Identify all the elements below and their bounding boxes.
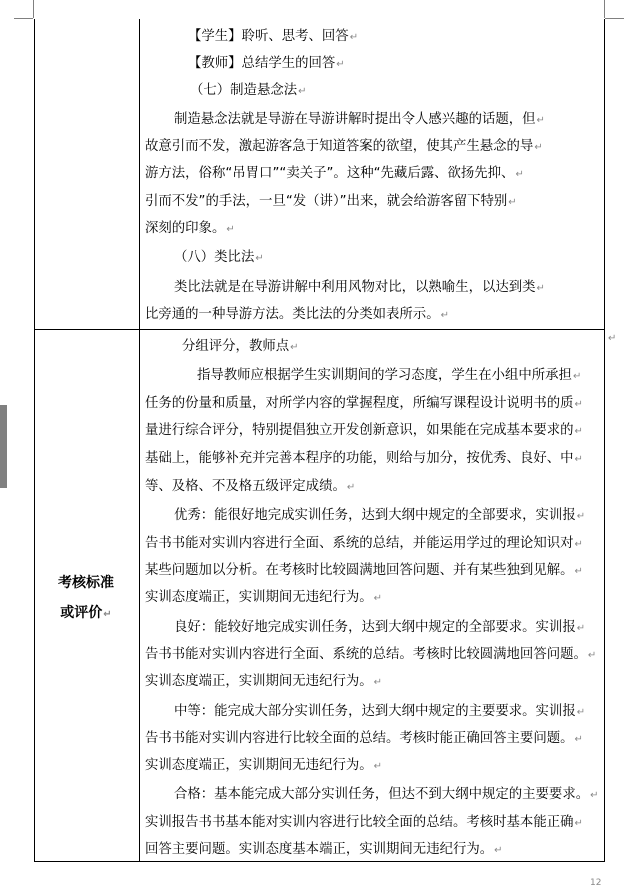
assessment-line <box>145 450 583 469</box>
paragraph-mark: ↵ <box>336 59 345 70</box>
paragraph-mark: ↵ <box>576 707 586 718</box>
line-text: （八）类比法 <box>174 250 255 265</box>
assessment-line <box>174 786 599 805</box>
assessment-line <box>145 757 382 776</box>
paragraph-mark: ↵ <box>574 539 583 550</box>
line-text: 【教师】总结学生的回答 <box>188 56 336 71</box>
page-number: 12 <box>590 878 602 888</box>
assessment-line <box>145 730 583 749</box>
crop-mark <box>14 18 33 19</box>
crop-mark <box>605 18 624 19</box>
assessment-line <box>145 562 583 581</box>
content-line <box>188 55 345 74</box>
content-line <box>188 28 358 47</box>
assessment-label <box>34 572 138 592</box>
paragraph-mark: ↵ <box>290 342 299 353</box>
assessment-line <box>145 673 382 692</box>
content-line <box>145 306 449 325</box>
row-divider <box>35 329 604 330</box>
line-text: 等、及格、不及格五级评定成绩。 <box>145 479 346 494</box>
paragraph-mark: ↵ <box>572 371 582 382</box>
paragraph-mark: ↵ <box>508 197 517 208</box>
assessment-line <box>174 507 585 526</box>
paragraph-mark: ↵ <box>346 482 356 493</box>
paragraph-mark: ↵ <box>576 511 586 522</box>
line-text: 告书书能对实训内容进行全面、系统的总结，并能运用学过的理论知识对 <box>145 536 574 551</box>
paragraph-mark: ↵ <box>255 253 264 264</box>
assessment-line <box>174 619 585 638</box>
line-text: 指导教师应根据学生实训期间的学习态度，学生在小组中所承担 <box>197 368 572 383</box>
assessment-line <box>145 395 583 414</box>
paragraph-mark: ↵ <box>298 86 307 97</box>
line-text: 实训态度端正，实训期间无违纪行为。 <box>145 758 373 773</box>
line-text: 实训态度端正，实训期间无违纪行为。 <box>145 590 373 605</box>
line-text: 【学生】聆听、思考、回答 <box>188 29 349 44</box>
line-text: 合格：基本能完成大部分实训任务，但达不到大纲中规定的主要要求。 <box>174 787 590 802</box>
paragraph-mark: ↵ <box>534 142 543 153</box>
line-text: 基础上，能够补充并完善本程序的功能，则给与加分，按优秀、良好、中 <box>145 451 574 466</box>
line-text: （七）制造悬念法 <box>190 83 298 98</box>
line-text: 实训态度端正，实训期间无违纪行为。 <box>145 674 373 689</box>
assessment-line <box>197 367 581 386</box>
line-text: 回答主要问题。实训态度基本端正，实训期间无违纪行为。 <box>145 842 494 857</box>
assessment-line <box>145 535 583 554</box>
label-text: 或评价 <box>60 605 103 621</box>
row-end-mark: ↵ <box>608 333 617 344</box>
content-line <box>145 193 517 212</box>
line-text: 实训报告书书基本能对实训内容进行比较全面的总结。考核时基本能正确 <box>145 815 574 830</box>
assessment-label <box>34 602 138 622</box>
crop-mark <box>33 0 34 18</box>
line-text: 游方法，俗称“吊胃口”“卖关子”。这种“先藏后露、欲扬先抑、 <box>145 166 515 181</box>
assessment-line <box>174 703 585 722</box>
content-line <box>145 220 235 239</box>
content-line <box>145 138 543 157</box>
line-text: 分组评分，教师点 <box>182 339 290 354</box>
paragraph-mark: ↵ <box>103 609 112 620</box>
paragraph-mark: ↵ <box>536 283 545 294</box>
paragraph-mark: ↵ <box>576 623 586 634</box>
assessment-line <box>145 814 583 833</box>
line-text: 良好：能较好地完成实训任务，达到大纲中规定的全部要求。实训报 <box>174 620 576 635</box>
line-text: 某些问题加以分析。在考核时比较圆满地回答问题、并有某些独到见解。 <box>145 563 574 578</box>
line-text: 故意引而不发，激起游客急于知道答案的欲望，使其产生悬念的导 <box>145 139 534 154</box>
paragraph-mark: ↵ <box>226 224 235 235</box>
line-text: 告书书能对实训内容进行全面、系统的总结。考核时比较圆满地回答问题。 <box>145 647 587 662</box>
label-text: 考核标准 <box>58 575 114 591</box>
paragraph-mark: ↵ <box>373 761 383 772</box>
line-text: 量进行综合评分，特别提倡独立开发创新意识，如果能在完成基本要求的 <box>145 423 574 438</box>
content-line <box>174 249 264 268</box>
paragraph-mark: ↵ <box>590 790 599 801</box>
line-text: 优秀：能很好地完成实训任务，达到大纲中规定的全部要求，实训报 <box>174 508 576 523</box>
line-text: 比旁通的一种导游方法。类比法的分类如表所示。 <box>145 307 440 322</box>
paragraph-mark: ↵ <box>494 845 503 856</box>
paragraph-mark: ↵ <box>574 399 583 410</box>
line-text: 任务的份量和质量，对所学内容的掌握程度，所编写课程设计说明书的质 <box>145 396 574 411</box>
assessment-line <box>145 478 355 497</box>
line-text: 告书书能对实训内容进行比较全面的总结。考核时能正确回答主要问题。 <box>145 731 574 746</box>
paragraph-mark: ↵ <box>373 677 383 688</box>
paragraph-mark: ↵ <box>574 454 583 465</box>
content-line <box>190 82 307 101</box>
line-text: 引而不发”的手法，一旦“发（讲）”出来，就会给游客留下特别 <box>145 194 508 209</box>
content-line <box>174 111 545 130</box>
assessment-line <box>145 841 503 860</box>
content-line <box>145 165 524 184</box>
line-text: 制造悬念法就是导游在导游讲解时提出令人感兴趣的话题，但 <box>174 112 536 127</box>
paragraph-mark: ↵ <box>373 593 383 604</box>
assessment-line <box>182 338 299 357</box>
line-text: 中等：能完成大部分实训任务，达到大纲中规定的主要要求。实训报 <box>174 704 576 719</box>
line-text: 类比法就是在导游讲解中利用风物对比，以熟喻生，以达到类 <box>174 280 536 295</box>
crop-mark <box>604 0 605 18</box>
paragraph-mark: ↵ <box>574 566 583 577</box>
paragraph-mark: ↵ <box>349 32 359 43</box>
column-divider <box>139 19 140 861</box>
paragraph-mark: ↵ <box>574 426 583 437</box>
paragraph-mark: ↵ <box>574 818 583 829</box>
content-line <box>174 279 545 298</box>
paragraph-mark: ↵ <box>536 115 545 126</box>
margin-scroll-indicator <box>0 405 7 488</box>
paragraph-mark: ↵ <box>440 310 449 321</box>
assessment-line <box>145 589 382 608</box>
assessment-line <box>145 422 583 441</box>
assessment-line <box>145 646 596 665</box>
line-text: 深刻的印象。 <box>145 221 226 236</box>
paragraph-mark: ↵ <box>587 650 597 661</box>
paragraph-mark: ↵ <box>515 169 524 180</box>
paragraph-mark: ↵ <box>574 734 583 745</box>
